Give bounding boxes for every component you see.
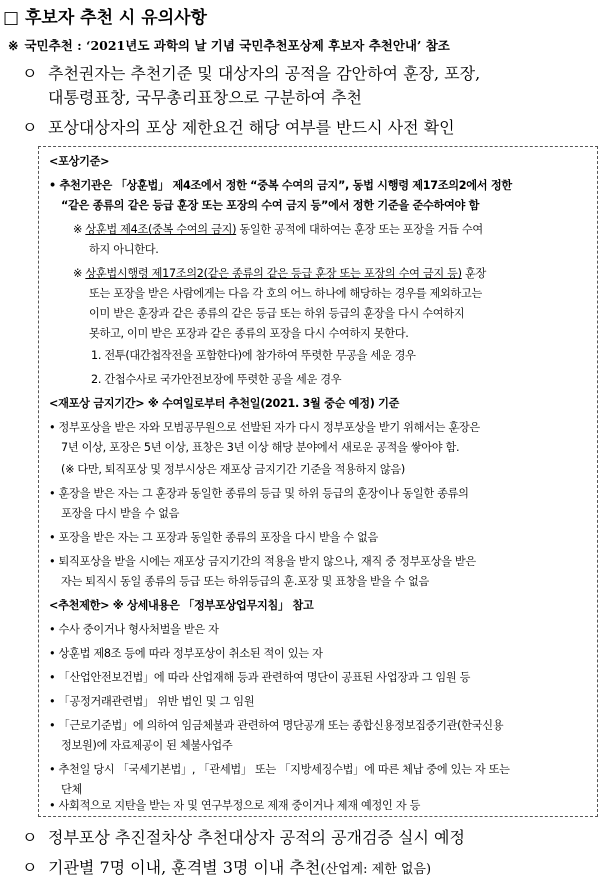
bullet-note: (산업계: 제한 없음)	[320, 862, 432, 877]
bullet-symbol: ㅇ	[22, 828, 38, 847]
reaward-bullet-2-line-2: 포장을 다시 받을 수 없음	[61, 507, 180, 520]
restriction-item-5-line-1: • 「근로기준법」에 의하여 임금체불과 관련하여 명단공개 또는 종합신용정보집중기관(한국신용	[49, 719, 504, 732]
note-mark: ※	[73, 223, 86, 236]
bullet-text: 기관별 7명 이내, 훈격별 3명 이내 추천	[48, 858, 321, 877]
restriction-item-7: • 사회적으로 지탄을 받는 자 및 연구부정으로 제재 중이거나 제재 예정인 자 등	[49, 799, 421, 812]
bullet-item-3	[22, 826, 465, 850]
bullet-text: 정부포상 추진절차상 추천대상자 공적의 공개검증 실시 예정	[48, 828, 465, 847]
restriction-item-3: • 「산업안전보건법」에 따라 산업재해 등과 관련하여 명단이 공표된 사업장과 그 임원 등	[49, 671, 471, 684]
bullet-symbol: ㅇ	[22, 858, 38, 877]
reaward-bullet-2-line-1: • 훈장을 받은 자는 그 훈장과 동일한 종류의 등급 및 하위 등급의 훈장이나 동일한 종류의	[49, 487, 469, 500]
reaward-bullet-4-line-1: • 퇴직포상을 받을 시에는 재포상 금지기간의 적용을 받지 않으나, 재직 중 정부포상을 받은	[49, 555, 476, 568]
reaward-bullet-1-line-2: 7년 이상, 포장은 5년 이상, 표창은 3년 이상 해당 분야에서 새로운 공적을 쌓아야 함.	[61, 441, 460, 454]
restriction-item-5-line-2: 정보원)에 자료제공이 된 체불사업주	[61, 739, 233, 752]
restriction-item-6-line-2: 단체	[61, 783, 83, 796]
top-note	[8, 36, 450, 54]
section-title-note: ※ 수여일로부터 추천일(2021. 3월 중순 예정) 기준	[144, 397, 400, 410]
reaward-bullet-1-line-3: (※ 다만, 퇴직포상 및 정부시상은 재포상 금지기간 기준을 적용하지 않음)	[61, 463, 405, 476]
bullet-symbol: ㅇ	[22, 118, 38, 137]
exception-item-1: 1. 전투(대간첩작전을 포함한다)에 참가하여 뚜렷한 무공을 세운 경우	[91, 349, 416, 362]
section-heading: □ 후보자 추천 시 유의사항	[3, 8, 207, 28]
criteria-bullet-line-2: “같은 종류의 같은 등급 훈장 또는 포장의 수여 금지 등”에서 정한 기준을 준수하여야 함	[61, 199, 480, 212]
criteria-bullet-line-1: • 추천기관은 「상훈법」 제4조에서 정한 “중복 수여의 금지”, 동법 시행령 제17조의2에서 정한	[49, 179, 512, 192]
section-title-restrictions	[49, 596, 314, 616]
restriction-item-4: • 「공정거래관련법」 위반 법인 및 그 임원	[49, 695, 255, 708]
note-mark: ※	[8, 38, 19, 53]
bullet-item-1-continuation: 대통령표창, 국무총리표창으로 구분하여 추천	[48, 88, 363, 107]
section-title-reaward-period	[49, 394, 399, 414]
exception-item-2: 2. 간첩수사로 국가안전보장에 뚜렷한 공을 세운 경우	[91, 373, 342, 386]
note-duplicate-award	[73, 220, 483, 240]
section-title-note: ※ 상세내용은 「정부포상업무지침」 참고	[109, 599, 314, 612]
note-same-class	[73, 264, 486, 284]
section-title-label: <재포상 금지기간>	[49, 397, 145, 410]
bullet-item-1	[22, 62, 480, 86]
note-text: 동일한 공적에 대하여는 훈장 또는 포장을 거듭 수여	[236, 223, 483, 236]
restriction-item-1: • 수사 중이거나 형사처벌을 받은 자	[49, 623, 219, 636]
bullet-text: 포상대상자의 포상 제한요건 해당 여부를 반드시 사전 확인	[48, 118, 455, 137]
note-text: 훈장	[461, 267, 486, 280]
note-same-class-line-4: 못하고, 이미 받은 포장과 같은 종류의 포장을 다시 수여하지 못한다.	[89, 327, 409, 340]
restriction-item-6-line-1: • 추천일 당시 「국세기본법」, 「관세법」 또는 「지방세징수법」에 따른 체납 중에 있는 자 또는	[49, 763, 510, 776]
restriction-box	[38, 146, 598, 817]
note-same-class-line-3: 이미 받은 훈장과 같은 종류의 같은 등급 또는 하위 등급의 훈장을 다시 수여하지	[89, 307, 465, 320]
bullet-text: 추천권자는 추천기준 및 대상자의 공적을 감안하여 훈장, 포장,	[48, 64, 481, 83]
bullet-symbol: ㅇ	[22, 64, 38, 83]
bullet-item-4	[22, 856, 431, 882]
note-text: 국민추천 : ‘2021년도 과학의 날 기념 국민추천포상제 후보자 추천안내’ 참조	[24, 38, 450, 53]
law-reference: 상훈법시행령 제17조의2(같은 종류의 같은 등급 훈장 또는 포장의 수여 금지 등)	[85, 267, 462, 280]
reaward-bullet-4-line-2: 자는 퇴직시 동일 종류의 등급 또는 하위등급의 훈.포장 및 표창을 받을 수 없음	[61, 575, 430, 588]
section-title-award-criteria: <포상기준>	[49, 155, 110, 168]
note-mark: ※	[73, 267, 86, 280]
bullet-item-2	[22, 116, 455, 140]
note-duplicate-award-line-2: 하지 아니한다.	[89, 243, 159, 256]
reaward-bullet-3: • 포장을 받은 자는 그 포장과 동일한 종류의 포장을 다시 받을 수 없음	[49, 531, 379, 544]
reaward-bullet-1-line-1: • 정부포상을 받은 자와 모범공무원으로 선발된 자가 다시 정부포상을 받기 위해서는 훈장은	[49, 421, 480, 434]
law-reference: 상훈법 제4조(중복 수여의 금지)	[85, 223, 237, 236]
note-same-class-line-2: 또는 포장을 받은 사람에게는 다음 각 호의 어느 하나에 해당하는 경우를 제외하고는	[89, 287, 483, 300]
section-title-label: <추천제한>	[49, 599, 110, 612]
restriction-item-2: • 상훈법 제8조 등에 따라 정부포상이 취소된 적이 있는 자	[49, 647, 323, 660]
